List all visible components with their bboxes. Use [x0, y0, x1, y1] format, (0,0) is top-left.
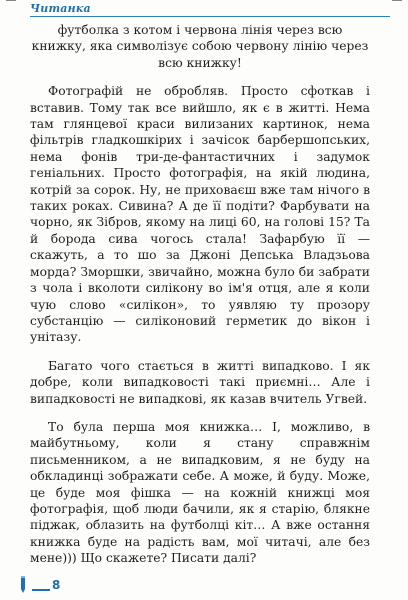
paragraph-chance: Багато чого стається в житті випадково. І як добре, коли випадковості такі приємні… Але і випадковості не випадкові, як казав вчитель Угвей. — [30, 358, 370, 406]
paragraph-gap — [30, 346, 370, 358]
paragraph-gap — [30, 407, 370, 419]
section-title: Читанка — [30, 2, 91, 15]
pencil-icon — [18, 576, 28, 594]
paragraph-first-book: То була перша моя книжка… І, можливо, в майбутньому, коли я стану справжнім письменником, а не випадковим, я не буду на обкладинці зображати себе. А може, й буду. Може, це буде моя фішка — на кожній книжці моя фотографія, щоб люди бачили, як я старію, блякне піджак, облазить на футболці кіт… А вже остання книжка буде на радість вам, мої читачі, але без мене))) Що скажете? Писати далі? — [30, 419, 370, 566]
header-rule — [30, 16, 390, 17]
page-number: 8 — [52, 578, 61, 592]
paragraph-photos: Фотографій не обробляв. Просто сфоткав і вставив. Тому так все вийшло, як є в житті. Нема там глянцевої краси вилизаних картинок, нема фільтрів гладкошкірих і зачісок барбершопських, нема фонів три-де-фантастичних і задумок геніальних. Просто фотографія, на якій людина, котрій за сорок. Ну, не приховаєш вже там нічого в таких роках. Сивина? А де її подіти? Фарбувати на чорно, як Зібров, якому на лиці 60, на голові 15? Та й борода сива чогось стала! Зафарбую її — скажуть, а то шо за Джоні Депська Владзьова морда? Зморшки, звичайно, можна було би забрати з чола і вколоти силікону во ім'я отця, але я коли чую слово «силікон», то уявляю ту прозору субстанцію — силіконовий герметик до вікон і унітазу. — [30, 84, 370, 345]
crop-mark-right — [392, 0, 402, 7]
paragraph-continuation: футболка з котом і червона лінія через всю книжку, яка символізує собою червону лінію через всю книжку! — [31, 23, 369, 70]
footer-rule — [32, 589, 50, 591]
page-footer — [0, 570, 408, 600]
crop-mark-left — [6, 0, 16, 7]
page-body — [30, 22, 370, 567]
paragraph-gap — [30, 71, 370, 83]
page-header — [0, 0, 408, 18]
